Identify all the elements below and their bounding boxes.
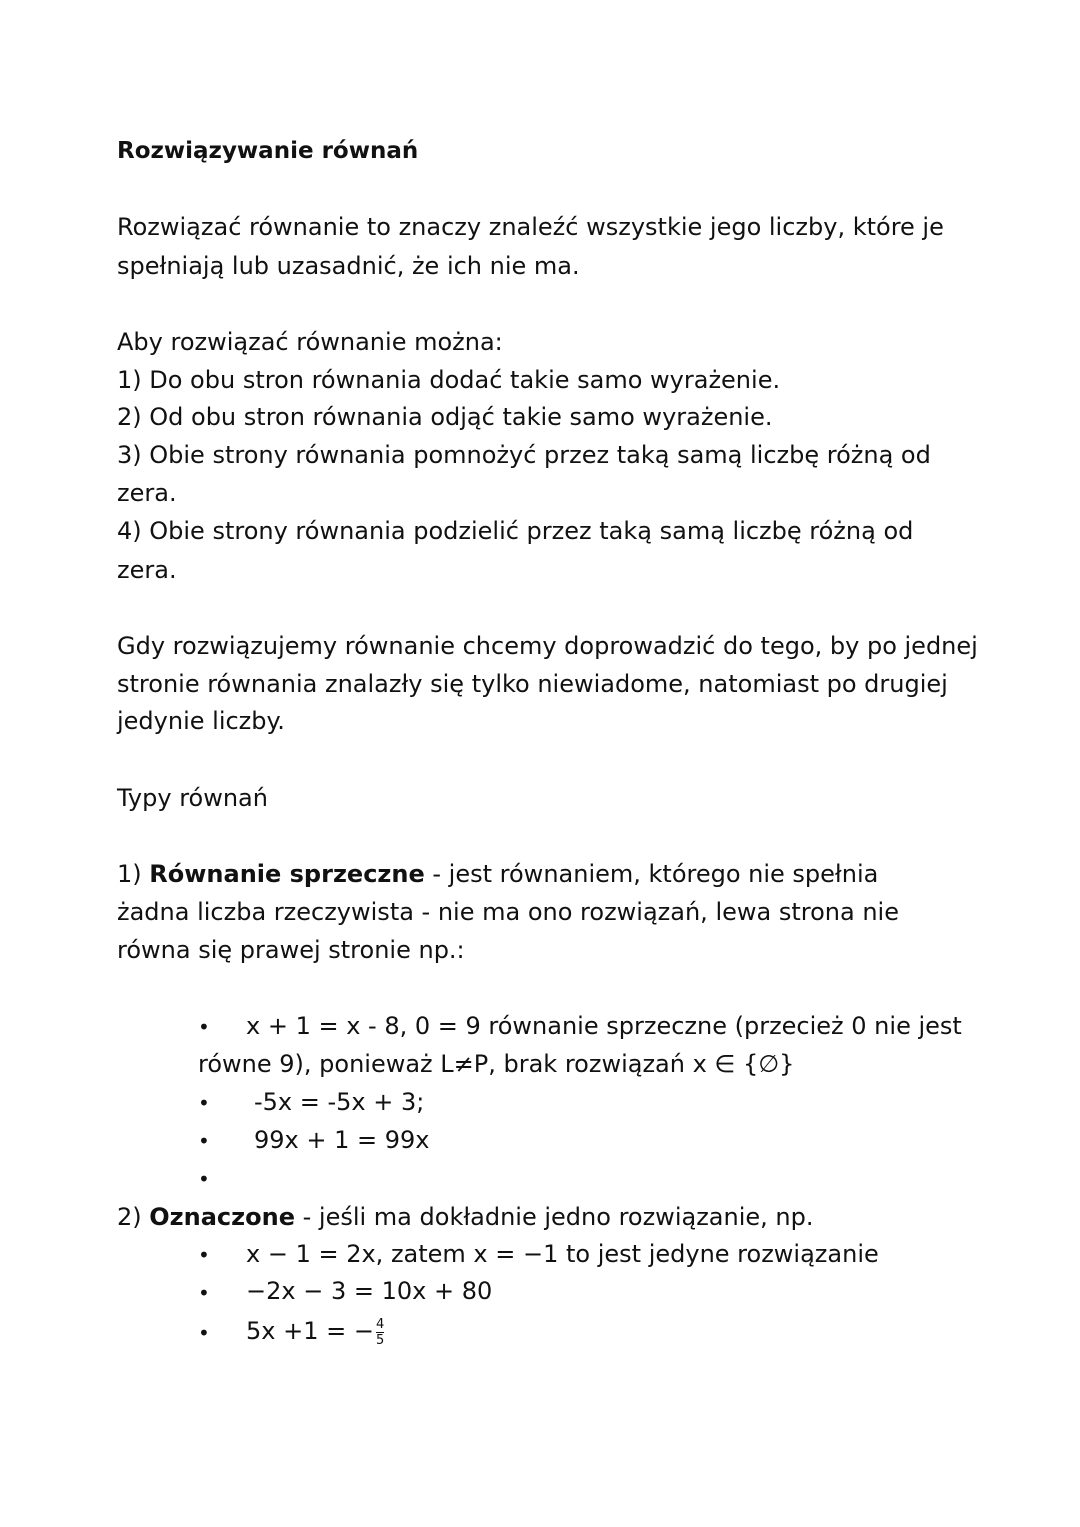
bullet-marker-empty: • — [198, 1167, 210, 1191]
type1-number: 1) — [117, 860, 142, 888]
bullet-marker: • — [198, 1129, 210, 1153]
page-title: Rozwiązywanie równań — [117, 138, 419, 164]
type1-line-3: równa się prawej stronie np.: — [117, 936, 465, 964]
type1-example-1: x + 1 = x - 8, 0 = 9 równanie sprzeczne (przecież 0 nie jest — [246, 1012, 962, 1040]
type2-example-3 — [246, 1316, 384, 1348]
types-heading: Typy równań — [117, 784, 268, 812]
method-line-4-cont: zera. — [117, 556, 177, 584]
type2-example-1: x − 1 = 2x, zatem x = −1 to jest jedyne rozwiązanie — [246, 1240, 879, 1268]
goal-line-2: stronie równania znalazły się tylko niewiadome, natomiast po drugiej — [117, 670, 948, 698]
bullet-marker: • — [198, 1015, 210, 1039]
method-line-4: 4) Obie strony równania podzielić przez taką samą liczbę różną od — [117, 517, 914, 545]
method-line-2: 2) Od obu stron równania odjąć takie samo wyrażenie. — [117, 403, 773, 431]
type2-example-3-text: 5x +1 = − — [246, 1317, 374, 1345]
type1-example-1-cont: równe 9), ponieważ L≠P, brak rozwiązań x ∈ {∅} — [198, 1050, 795, 1078]
goal-line-1: Gdy rozwiązujemy równanie chcemy doprowadzić do tego, by po jednej — [117, 632, 978, 660]
type2-line-1 — [117, 1202, 813, 1232]
type2-term: Oznaczone — [149, 1203, 295, 1231]
type2-example-2: −2x − 3 = 10x + 80 — [246, 1277, 493, 1305]
type1-example-2: -5x = -5x + 3; — [254, 1088, 425, 1116]
method-line-3: 3) Obie strony równania pomnożyć przez taką samą liczbę różną od — [117, 441, 931, 469]
bullet-marker: • — [198, 1281, 210, 1305]
intro-line-1: Rozwiązać równanie to znaczy znaleźć wszystkie jego liczby, które je — [117, 213, 944, 241]
type1-example-3: 99x + 1 = 99x — [254, 1126, 430, 1154]
method-line-1: 1) Do obu stron równania dodać takie samo wyrażenie. — [117, 366, 781, 394]
bullet-marker: • — [198, 1091, 210, 1115]
bullet-marker: • — [198, 1321, 210, 1345]
intro-line-2: spełniają lub uzasadnić, że ich nie ma. — [117, 252, 580, 280]
type2-definition: - jeśli ma dokładnie jedno rozwiązanie, np. — [294, 1203, 814, 1231]
type1-line-2: żadna liczba rzeczywista - nie ma ono rozwiązań, lewa strona nie — [117, 898, 899, 926]
method-line-3-cont: zera. — [117, 479, 177, 507]
type1-term: Równanie sprzeczne — [149, 860, 425, 888]
type1-line-1 — [117, 859, 878, 889]
fraction — [376, 1317, 384, 1348]
type2-number: 2) — [117, 1203, 142, 1231]
fraction-numerator: 4 — [375, 1316, 385, 1332]
bullet-marker: • — [198, 1243, 210, 1267]
goal-line-3: jedynie liczby. — [117, 707, 285, 735]
methods-heading: Aby rozwiązać równanie można: — [117, 328, 503, 356]
fraction-denominator: 5 — [375, 1332, 385, 1348]
type1-definition: - jest równaniem, którego nie spełnia — [424, 860, 879, 888]
